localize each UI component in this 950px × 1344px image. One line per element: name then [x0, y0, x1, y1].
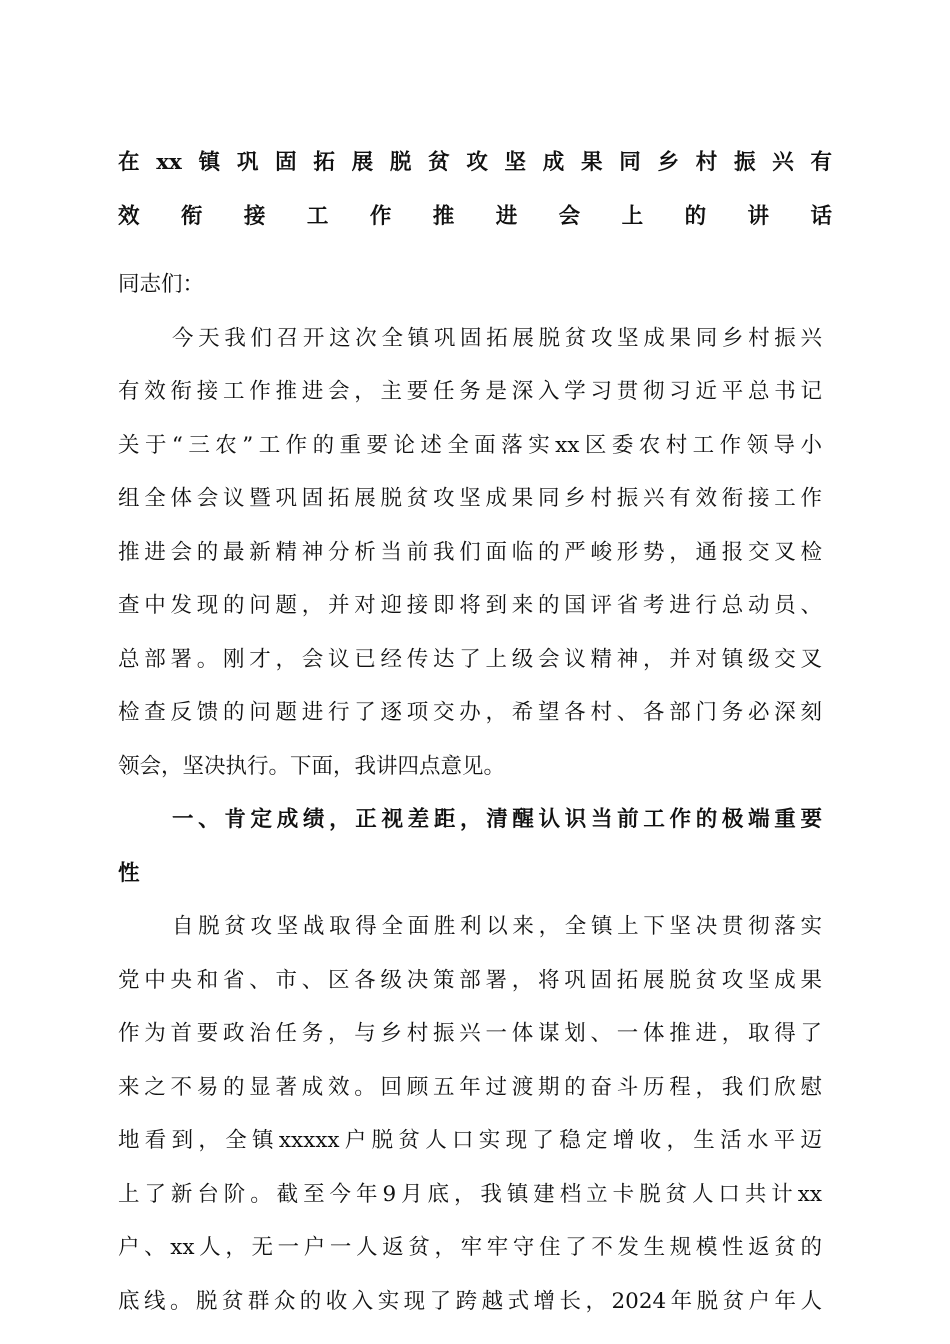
paragraph-line: 党中央和省、市、区各级决策部署，将巩固拓展脱贫攻坚成果 [118, 967, 822, 993]
paragraph-line: 关于“三农”工作的重要论述全面落实xx区委农村工作领导小 [118, 432, 822, 458]
paragraph-line: 总部署。刚才，会议已经传达了上级会议精神，并对镇级交叉 [118, 646, 822, 672]
salutation: 同志们： [118, 272, 205, 297]
paragraph-line: 底线。脱贫群众的收入实现了跨越式增长，2024年脱贫户年人 [118, 1288, 822, 1314]
paragraph-line: 作为首要政治任务，与乡村振兴一体谋划、一体推进，取得了 [118, 1021, 822, 1046]
paragraph-line: 上了新台阶。截至今年9月底，我镇建档立卡脱贫人口共计xx [118, 1181, 822, 1207]
document-body [118, 258, 822, 1328]
paragraph-line: 查中发现的问题，并对迎接即将到来的国评省考进行总动员、 [118, 593, 822, 618]
document-title [118, 136, 832, 243]
paragraph-line: 领会，坚决执行。下面，我讲四点意见。 [118, 753, 506, 779]
paragraph-opening [118, 312, 822, 794]
heading-line: 一、肯定成绩，正视差距，清醒认识当前工作的极端重要 [172, 807, 822, 832]
paragraph-achievements [118, 900, 822, 1328]
title-line-2: 效衔接工作推进会上的讲话 [118, 203, 832, 229]
heading-line: 性 [118, 860, 140, 886]
paragraph-line: 户、xx人，无一户一人返贫，牢牢守住了不发生规模性返贫的 [118, 1235, 822, 1260]
paragraph-line: 今天我们召开这次全镇巩固拓展脱贫攻坚成果同乡村振兴 [172, 325, 822, 351]
paragraph-line: 有效衔接工作推进会，主要任务是深入学习贯彻习近平总书记 [118, 379, 822, 404]
paragraph-line: 地看到，全镇xxxxx户脱贫人口实现了稳定增收，生活水平迈 [118, 1128, 822, 1153]
paragraph-line: 自脱贫攻坚战取得全面胜利以来，全镇上下坚决贯彻落实 [172, 914, 822, 939]
paragraph-line: 推进会的最新精神分析当前我们面临的严峻形势，通报交叉检 [118, 539, 822, 565]
paragraph-line: 来之不易的显著成效。回顾五年过渡期的奋斗历程，我们欣慰 [118, 1074, 822, 1100]
paragraph-line: 检查反馈的问题进行了逐项交办，希望各村、各部门务必深刻 [118, 700, 822, 725]
section-heading-1 [118, 793, 822, 900]
title-line-1: 在xx镇巩固拓展脱贫攻坚成果同乡村振兴有 [118, 150, 832, 175]
paragraph-line: 组全体会议暨巩固拓展脱贫攻坚成果同乡村振兴有效衔接工作 [118, 486, 822, 511]
